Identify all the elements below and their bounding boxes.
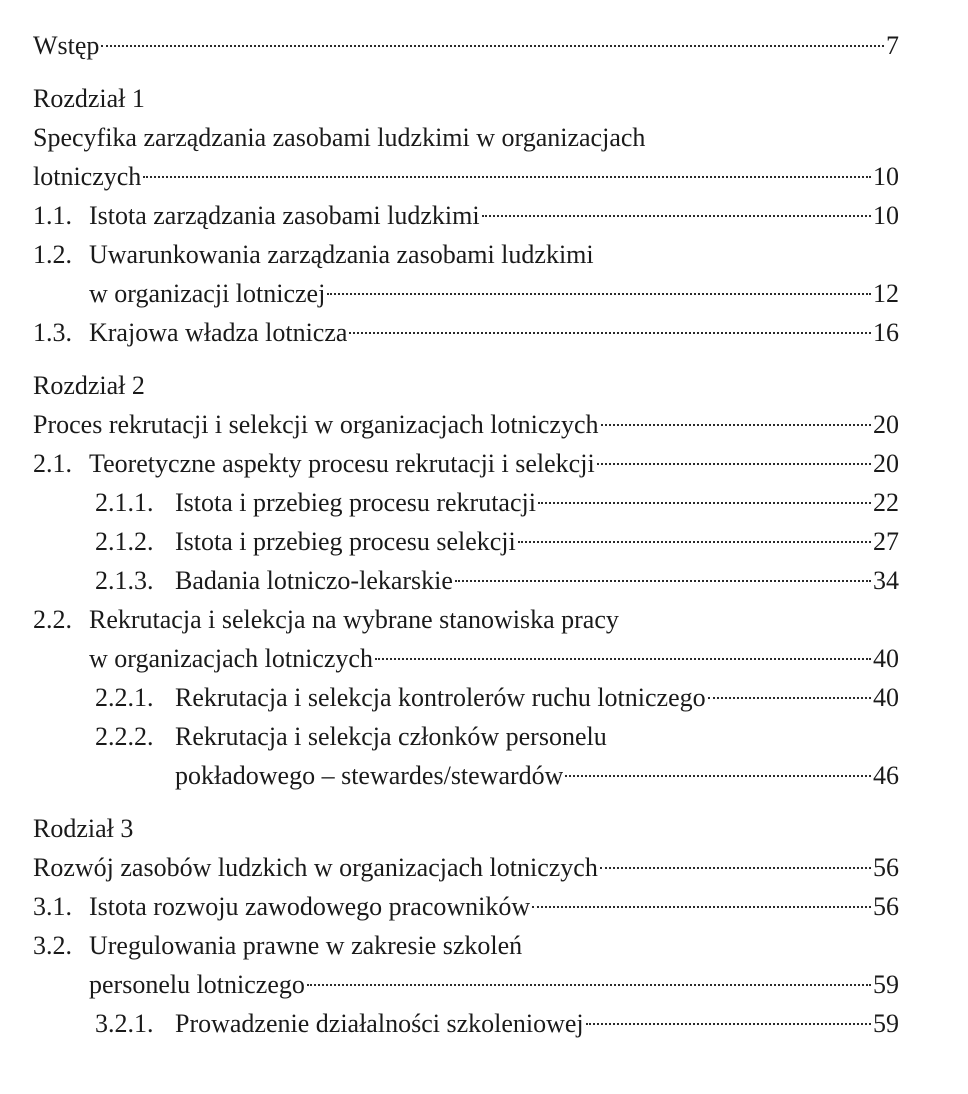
toc-entry-3-2[interactable] [33,926,899,965]
toc-page-number: 46 [873,761,899,790]
toc-page-number: 40 [873,644,899,673]
dot-leader [601,424,872,426]
toc-page-number: 20 [873,449,899,478]
dot-leader [455,580,871,582]
dot-leader [349,332,871,334]
dot-leader [600,867,871,869]
chapter-heading [33,366,899,405]
toc-page-number: 27 [873,527,899,556]
toc-entry-title: Wstęp [33,31,100,60]
toc-entry-1-2-cont[interactable] [33,274,899,313]
toc-entry-2-2[interactable] [33,600,899,639]
toc-entry-intro[interactable] [33,26,899,65]
dot-leader [101,45,884,47]
toc-entry-2-2-2-cont[interactable] [33,756,899,795]
section-number: 3.2. [33,931,72,960]
toc-entry-title-cont: pokładowego – stewardes/stewardów [175,761,564,790]
section-number: 2.2. [33,605,72,634]
section-number: 3.1. [33,892,72,921]
toc-page-number: 59 [873,1009,899,1038]
dot-leader [375,658,871,660]
toc-page-number: 22 [873,488,899,517]
chapter-label: Rozdział 2 [33,371,145,400]
toc-entry-1-2[interactable] [33,235,899,274]
toc-entry-title: Istota rozwoju zawodowego pracowników [89,892,531,921]
section-number: 2.1.2. [95,527,154,556]
dot-leader [327,293,871,295]
toc-entry-title: Rekrutacja i selekcja kontrolerów ruchu lotniczego [175,683,706,712]
toc-entry-1-1[interactable] [33,196,899,235]
chapter-title-cont: lotniczych [33,162,142,191]
toc-entry-title: Badania lotniczo-lekarskie [175,566,453,595]
chapter-title: Rozwój zasobów ludzkich w organizacjach lotniczych [33,853,598,882]
toc-entry-title: Istota i przebieg procesu rekrutacji [175,488,536,517]
dot-leader [307,984,871,986]
toc-entry-2-2-1[interactable] [33,678,899,717]
chapter-label: Rodział 3 [33,814,134,843]
dot-leader [482,215,871,217]
table-of-contents [33,26,899,1043]
toc-entry-chapter-3[interactable] [33,848,899,887]
toc-page-number: 10 [873,201,899,230]
toc-entry-2-2-2[interactable] [33,717,899,756]
toc-entry-2-1[interactable] [33,444,899,483]
toc-entry-title: Istota zarządzania zasobami ludzkimi [89,201,480,230]
dot-leader [143,176,871,178]
toc-page-number: 59 [873,970,899,999]
toc-page-number: 16 [873,318,899,347]
section-number: 2.1. [33,449,72,478]
toc-entry-title-cont: w organizacji lotniczej [89,279,326,308]
dot-leader [518,541,871,543]
dot-leader [538,502,871,504]
section-number: 2.2.2. [95,722,154,751]
dot-leader [565,775,871,777]
toc-entry-chapter-1[interactable] [33,157,899,196]
section-number: 2.1.3. [95,566,154,595]
toc-entry-1-3[interactable] [33,313,899,352]
chapter-label: Rozdział 1 [33,84,145,113]
section-number: 2.2.1. [95,683,154,712]
toc-entry-2-1-2[interactable] [33,522,899,561]
section-number: 1.1. [33,201,72,230]
toc-entry-3-2-1[interactable] [33,1004,899,1043]
toc-page-number: 56 [873,853,899,882]
toc-entry-title: Uregulowania prawne w zakresie szkoleń [89,931,523,960]
dot-leader [708,697,871,699]
dot-leader [532,906,871,908]
chapter-title-line [33,118,899,157]
toc-page-number: 20 [873,410,899,439]
toc-page-number: 7 [886,31,899,60]
toc-page-number: 40 [873,683,899,712]
chapter-heading [33,809,899,848]
chapter-title: Proces rekrutacji i selekcji w organizacjach lotniczych [33,410,599,439]
chapter-heading [33,79,899,118]
toc-entry-title-cont: personelu lotniczego [89,970,305,999]
toc-entry-title: Rekrutacja i selekcja członków personelu [175,722,607,751]
toc-entry-title: Teoretyczne aspekty procesu rekrutacji i selekcji [89,449,595,478]
toc-entry-title: Prowadzenie działalności szkoleniowej [175,1009,584,1038]
toc-entry-2-1-3[interactable] [33,561,899,600]
toc-page-number: 10 [873,162,899,191]
toc-entry-title: Krajowa władza lotnicza [89,318,348,347]
toc-page-number: 56 [873,892,899,921]
section-number: 1.3. [33,318,72,347]
chapter-title: Specyfika zarządzania zasobami ludzkimi w organizacjach [33,123,646,152]
toc-entry-chapter-2[interactable] [33,405,899,444]
section-number: 2.1.1. [95,488,154,517]
toc-page-number: 12 [873,279,899,308]
toc-entry-3-1[interactable] [33,887,899,926]
toc-page-number: 34 [873,566,899,595]
toc-entry-2-2-cont[interactable] [33,639,899,678]
toc-entry-title-cont: w organizacjach lotniczych [89,644,373,673]
toc-entry-3-2-cont[interactable] [33,965,899,1004]
toc-entry-title: Uwarunkowania zarządzania zasobami ludzkimi [89,240,594,269]
section-number: 3.2.1. [95,1009,154,1038]
toc-entry-title: Rekrutacja i selekcja na wybrane stanowiska pracy [89,605,619,634]
toc-entry-2-1-1[interactable] [33,483,899,522]
section-number: 1.2. [33,240,72,269]
dot-leader [586,1023,871,1025]
toc-entry-title: Istota i przebieg procesu selekcji [175,527,516,556]
dot-leader [597,463,871,465]
